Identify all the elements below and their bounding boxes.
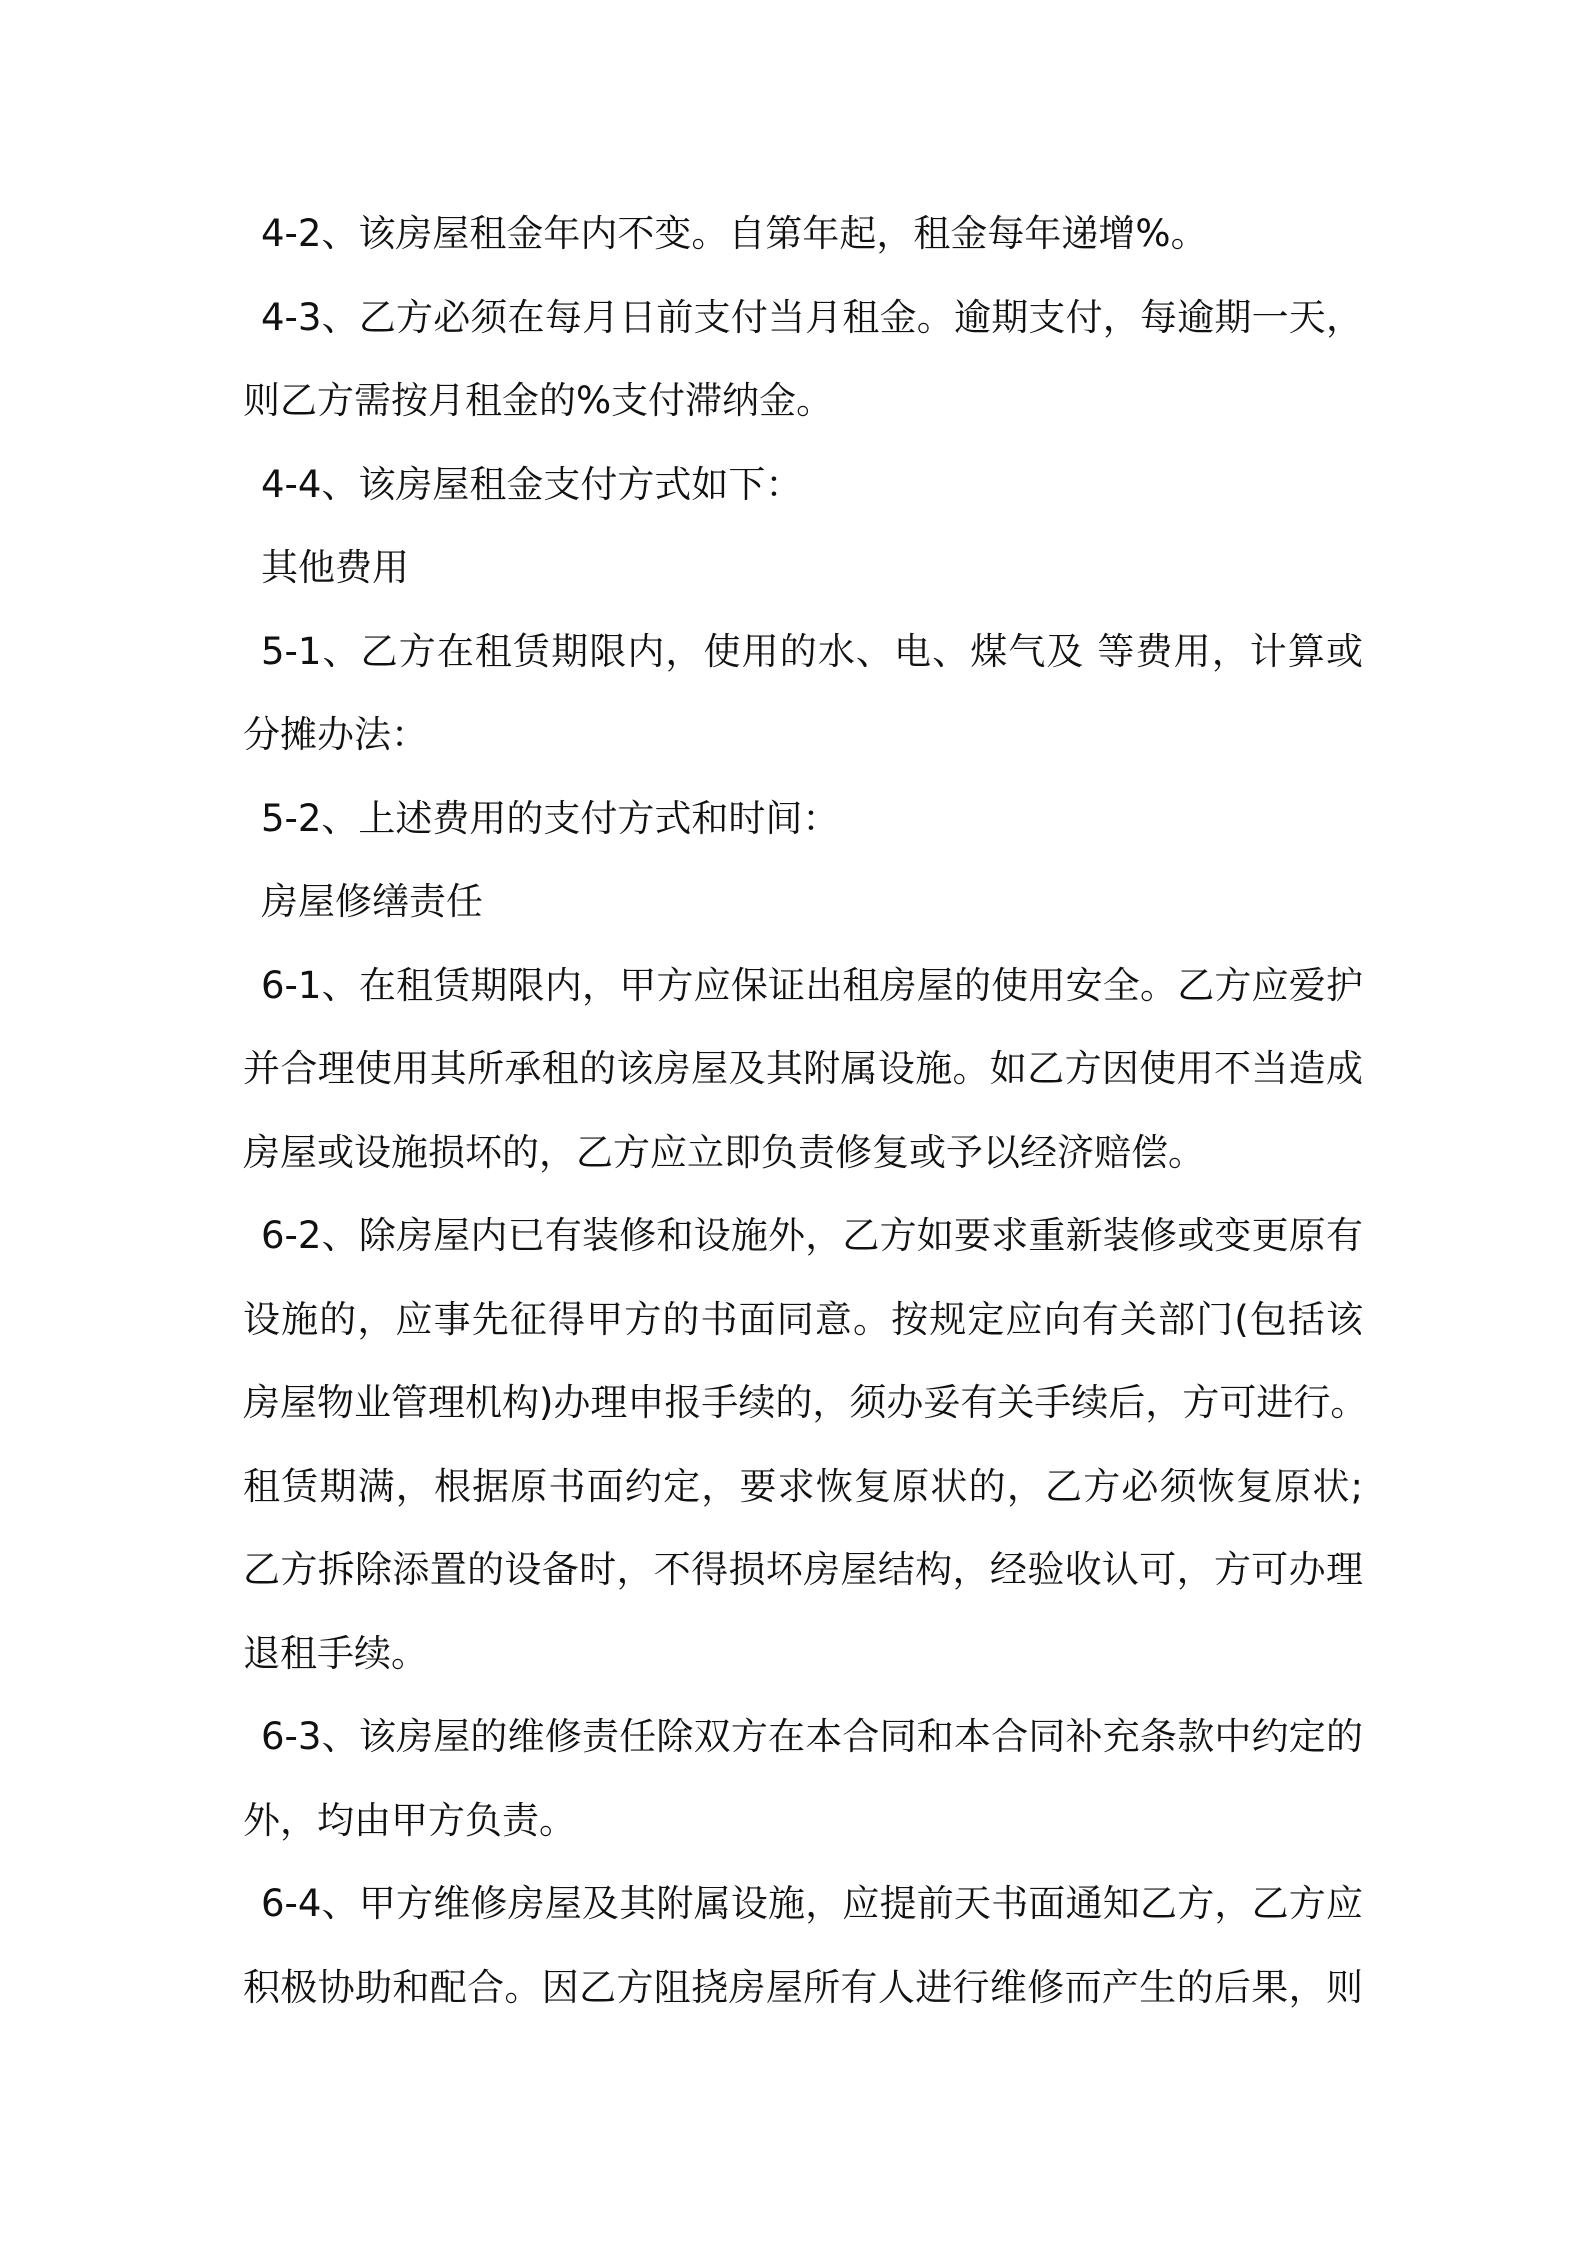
document-body (243, 192, 1368, 2029)
text-line-6-2-cont-1: 设施的，应事先征得甲方的书面同意。按规定应向有关部门(包括该 (243, 1297, 1363, 1341)
text-line-6-2-cont-3: 租赁期满，根据原书面约定，要求恢复原状的，乙方必须恢复原状; (243, 1464, 1363, 1508)
text-line-6-1-cont-2: 房屋或设施损坏的，乙方应立即负责修复或予以经济赔偿。 (243, 1130, 1205, 1174)
text-line-6-3: 6-3、该房屋的维修责任除双方在本合同和本合同补充条款中约定的 (261, 1715, 1363, 1758)
section-heading-other-fees: 其他费用 (261, 546, 409, 589)
text-line-6-4-cont: 积极协助和配合。因乙方阻挠房屋所有人进行维修而产生的后果，则 (243, 1965, 1363, 2009)
text-line-4-4: 4-4、该房屋租金支付方式如下： (261, 462, 803, 506)
text-line-6-4: 6-4、甲方维修房屋及其附属设施，应提前天书面通知乙方，乙方应 (261, 1882, 1363, 1925)
text-line-4-3-cont: 则乙方需按月租金的%支付滞纳金。 (243, 379, 834, 422)
text-line-6-2-cont-4: 乙方拆除添置的设备时，不得损坏房屋结构，经验收认可，方可办理 (243, 1548, 1363, 1591)
text-line-5-1: 5-1、乙方在租赁期限内，使用的水、电、煤气及 等费用，计算或 (261, 629, 1363, 673)
section-heading-repair: 房屋修缮责任 (261, 880, 483, 923)
text-line-4-2: 4-2、该房屋租金年内不变。自第年起，租金每年递增%。 (261, 212, 1208, 255)
text-line-6-3-cont: 外，均由甲方负责。 (243, 1798, 576, 1842)
text-line-6-2-cont-2: 房屋物业管理机构)办理申报手续的，须办妥有关手续后，方可进行。 (243, 1381, 1368, 1424)
text-line-6-1-cont-1: 并合理使用其所承租的该房屋及其附属设施。如乙方因使用不当造成 (243, 1047, 1363, 1090)
text-line-5-1-cont: 分摊办法： (243, 713, 428, 756)
text-line-6-2-cont-5: 退租手续。 (243, 1631, 428, 1675)
text-line-5-2: 5-2、上述费用的支付方式和时间： (261, 796, 840, 840)
text-line-4-3: 4-3、乙方必须在每月日前支付当月租金。逾期支付，每逾期一天， (261, 295, 1363, 339)
text-line-6-1: 6-1、在租赁期限内，甲方应保证出租房屋的使用安全。乙方应爱护 (261, 963, 1363, 1007)
text-line-6-2: 6-2、除房屋内已有装修和设施外，乙方如要求重新装修或变更原有 (261, 1214, 1363, 1257)
